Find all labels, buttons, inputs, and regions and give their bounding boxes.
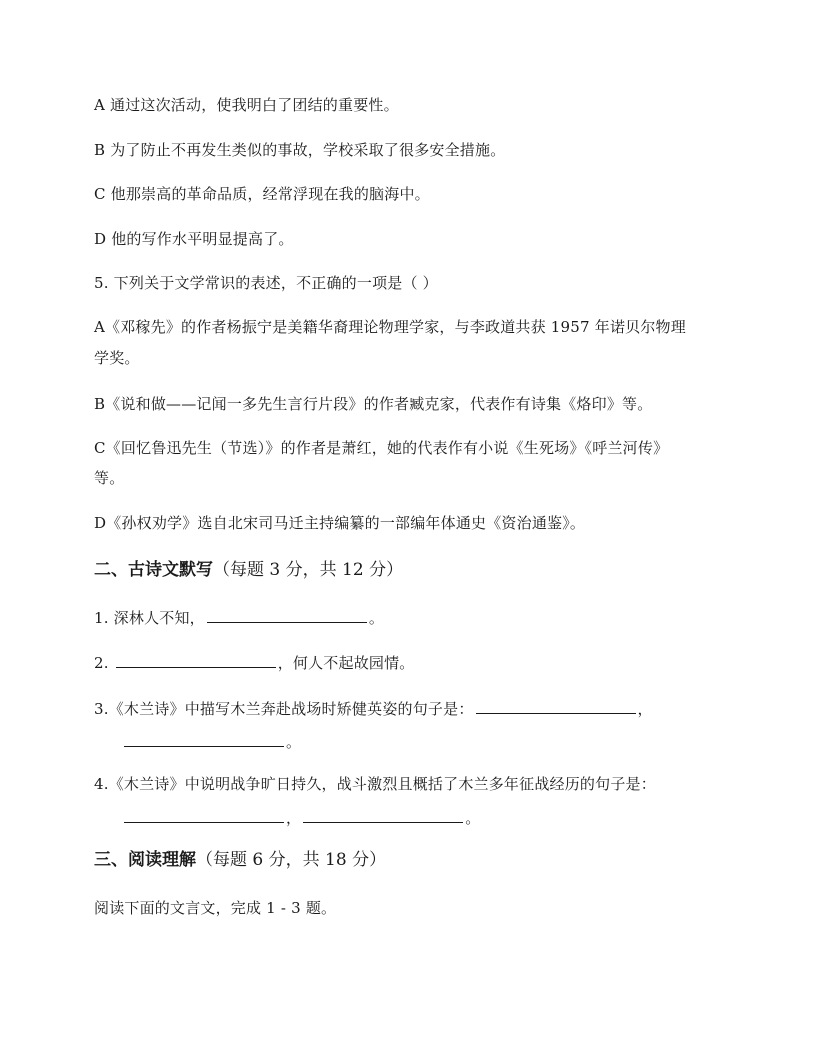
- fill-q4-end: 。: [465, 809, 481, 827]
- q5-option-a-line2: 学奖。: [94, 349, 140, 367]
- q5-option-d: D《孙权劝学》选自北宋司马迁主持编纂的一部编年体通史《资治通鉴》。: [94, 514, 586, 532]
- q5-option-a-line1: A《邓稼先》的作者杨振宁是美籍华裔理论物理学家，与李政道共获 1957 年诺贝尔物理: [94, 318, 686, 336]
- section3-score: （每题 6 分，共 18 分）: [196, 850, 387, 870]
- section2-heading: [94, 558, 403, 582]
- fill-q3-blank-b[interactable]: [124, 730, 284, 747]
- fill-q3-end: 。: [286, 733, 302, 751]
- fill-q3-prefix: 3.《木兰诗》中描写木兰奔赴战场时矫健英姿的句子是：: [94, 700, 474, 718]
- q5-stem: 5. 下列关于文学常识的表述，不正确的一项是（ ）: [94, 274, 438, 292]
- section3-heading: [94, 848, 386, 872]
- section3-intro: 阅读下面的文言文，完成 1 - 3 题。: [94, 899, 337, 917]
- q4-option-b: B 为了防止不再发生类似的事故，学校采取了很多安全措施。: [94, 141, 506, 159]
- q5-option-c-line2: 等。: [94, 469, 125, 487]
- fill-q4-blank-a[interactable]: [124, 806, 284, 823]
- fill-q1-prefix: 1. 深林人不知，: [94, 609, 205, 627]
- fill-q1-blank[interactable]: [207, 606, 367, 623]
- fill-q3-comma: ，: [637, 700, 653, 718]
- q5-option-c-line1: C《回忆鲁迅先生（节选）》的作者是萧红，她的代表作有小说《生死场》《呼兰河传》: [94, 439, 669, 457]
- q4-option-d: D 他的写作水平明显提高了。: [94, 230, 294, 248]
- q5-option-b: B《说和做——记闻一多先生言行片段》的作者臧克家，代表作有诗集《烙印》等。: [94, 395, 653, 413]
- fill-q2-suffix: ，何人不起故园情。: [277, 654, 415, 672]
- fill-question-3: [94, 697, 653, 720]
- q4-option-a: A 通过这次活动，使我明白了团结的重要性。: [94, 96, 399, 114]
- fill-q4-blank-b[interactable]: [303, 806, 463, 823]
- section2-score: （每题 3 分，共 12 分）: [213, 560, 404, 580]
- fill-question-1: [94, 606, 384, 629]
- fill-question-3-cont: [122, 730, 301, 753]
- section3-title: 三、阅读理解: [94, 850, 196, 870]
- fill-q2-prefix: 2.: [94, 654, 114, 672]
- fill-question-2: [94, 651, 415, 674]
- fill-q4-comma: ，: [286, 809, 302, 827]
- q4-option-c: C 他那崇高的革命品质，经常浮现在我的脑海中。: [94, 185, 430, 203]
- section2-title: 二、古诗文默写: [94, 560, 213, 580]
- fill-q3-blank-a[interactable]: [476, 697, 636, 714]
- fill-question-4-cont: [122, 806, 480, 829]
- fill-question-4: 4.《木兰诗》中说明战争旷日持久，战斗激烈且概括了木兰多年征战经历的句子是：: [94, 775, 656, 793]
- fill-q2-blank[interactable]: [116, 651, 276, 668]
- fill-q1-suffix: 。: [368, 609, 385, 627]
